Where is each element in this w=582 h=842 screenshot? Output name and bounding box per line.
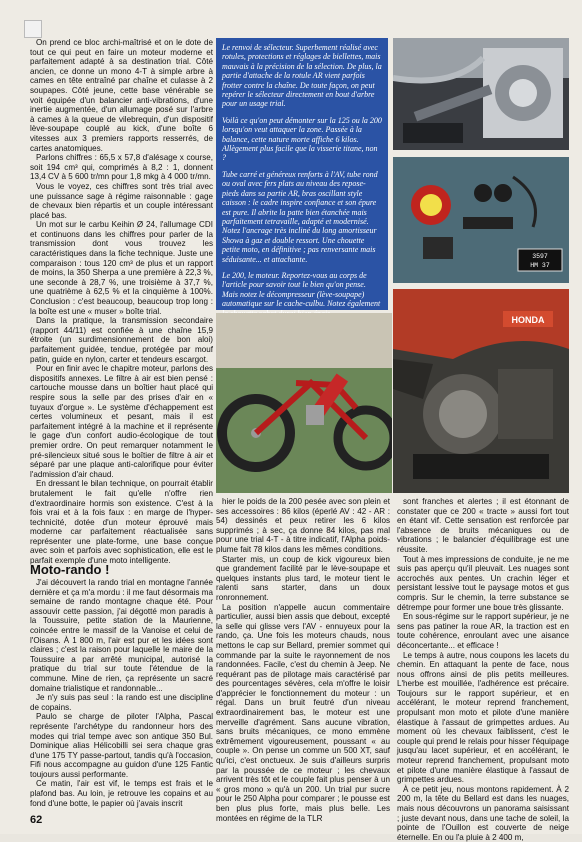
license-plate-text: 3597 (532, 253, 548, 260)
photo-removed-parts (393, 157, 569, 283)
article-column-3 (397, 497, 569, 842)
paragraph: Parlons chiffres : 65,5 x 57,8 d'alésage x course, soit 194 cm³ qui, comprimés à 8,2 : 1, donnent 13,4 CV à 5 600 tr/mn pour 1,8 mkg à 4 000 tr/mn. (30, 153, 213, 182)
paragraph: sont franches et alertes ; il est étonnant de constater que ce 200 « tracte » aussi fort tout en étant vif. Cette sensation est renforcée par l'absence de bruits mécaniques ou de vibrations ; le balancier d'équilibrage est une réussite. (397, 497, 569, 554)
paragraph: En dressant le bilan technique, on pourrait établir brutalement le fait qu'elle n'offre rien d'extraordinaire hormis son existence. C'est à la fois vrai et à la fois faux : en marge de l'hyper-technicité, dotée d'un moteur éprouvé mais moderne car parfaitement réactualisée sans représenter une plate-forme, une base conçue avec soin et parfois avec sophistication, elle est le parfait exemple d'une moto intelligente. (30, 479, 213, 566)
article-column-2 (216, 497, 390, 823)
photo-captions-box (216, 38, 388, 310)
paragraph: On prend ce bloc archi-maîtrisé et on le dote de tout ce qui peut en faire un moteur moderne et parfaitement adapté à sa destination trial. Côté ancien, ce donne un mono 4-T à simple arbre à cames en tête entraîné par chaîne et culasse à 2 soupapes. Côté jeune, cette base vénérable se voit équipée d'un balancier anti-vibrations, d'une inertie augmentée, d'un allumage posé sur l'arbre à cames à la queue de vilebrequin, d'un dispositif lève-soupape couplé au kick, d'une boîte 6 vitesses aux 3 premiers rapports resserrés, de cartes anatomiques. (30, 38, 213, 153)
section-heading: Moto-rando ! (30, 562, 110, 577)
paragraph: Tout à mes impressions de conduite, je ne me suis pas aperçu qu'il pleuvait. Les nuages sont accrochés aux pentes. Un crachin léger et persistant lessive tout le paysage motos et gus compris. Sur le chemin, la terre substance se détrempe pour former une boue très glissante. (397, 554, 569, 612)
paragraph: Un mot sur le carbu Keihin Ø 24, l'allumage CDI et continuons dans les chiffres pour parler de la transmission dont vous trouvez les caractéristiques dans la fiche technique. Juste une comparaison : tous 120 cm³ de plus et un rapport de moins, la 350 Sherpa a une première à 22,3 %, une seconde à 28,7 %, une troisième à 37,7 %, une quatrième à 62,5 % et la cinquième à 100%. Conclusion : c'est beaucoup, beaucoup trop long : la boîte est une « muser » boîte trial. (30, 220, 213, 316)
paragraph: En sous-régime sur le rapport supérieur, je ne sens pas patiner la roue AR, la traction est en toute cohérence, enroulant avec une aisance déconcertante... et efficace ! (397, 612, 569, 650)
paragraph: Vous le voyez, ces chiffres sont très trial avec une puissance sage à régime raisonnable : gage de chevaux bien répartis et un couple intéressant placé bas. (30, 181, 213, 220)
article-column-1 (30, 38, 213, 566)
paragraph: Paulo se charge de piloter l'Alpha, Pascal représente l'archétype du randonneur hors des modes qui trial tempe avec son antique 350 Bul. Dominique alias Hélicobilli sei sera chaque gras d'une 175 TY passe-partout, tandis qu'à l'occasion, Fifi nous accompagne au guidon d'une 125 Fantic toujours aussi performante. (30, 712, 213, 779)
license-plate-text: HM 37 (530, 262, 550, 269)
paragraph: La position n'appelle aucun commentaire particulier, aussi bien assis que debout, excepté la selle qui glisse vers l'AV - ennuyeux pour la rando, ça. Une fois les moteurs chauds, nous mettons le cap sur Bellard, premier sommet qui commande par la suite le rayonnement de nos randonnées. Facile, c'est du chemin à Jeep. Ne requérant pas de pilotage mais caractérisé par des pourcentages sévères, cela m'offre le loisir d'apprécier le fonctionnement du moteur : un régal. Dans un bruit feutré d'un niveau extraordinairement bas, le moteur est une merveille d'agrément. Sans aucune vibration, sans bruits mécaniques, ce mono emmène extrêmement vigoureusement, poussant « au couple ». On pense un comme un 500 XT, sauf qu'ici, c'est onctueux. Je suis d'ailleurs surpris par la poussée de ce moteur ; les chevaux arrivent très tôt et le couple fait plus penser à un « gros mono » qu'à un 200. Un trial pur sucre pour le 250 Alpha pour comparer ; le pousse est ben plus plus forte, mais plus belle. Les montées en régime de la TLR (216, 602, 390, 823)
caption: Voilà ce qu'on peut démonter sur la 125 ou la 200 lorsqu'on veut attaquer la zone. Passée à la balance, cette nature morte affiche 6 kilos. Allègement plus facile que la visserie titane, non ? (222, 115, 382, 163)
paragraph: Le temps à autre, nous coupons les lacets du chemin. En attaquant la pente de face, nous nous offrons ainsi de plis petits meilleures. L'herbe est mouillée, l'adhérence est précaire. Toujours sur le rapport supérieur, et en accélérant, le moteur reprend franchement, propulsant mon moto et pilote d'une manière élastique à l'assaut de grimpettes ardues. Au moment où les chevaux faiblissent, c'est le couple qui prend le relais pour hisser l'équipage jusqu'au lacet supérieur, et en accélérant, le moteur reprend franchement, propulsant moto et pilote d'une manière élastique à l'assaut de grimpettes ardues. (397, 650, 569, 785)
caption: Le 200, le moteur. Reportez-vous au corps de l'article pour savoir tout le bien qu'on pense. Mais notez le décompresseur (lève-soupape) automatique sur le cache-culbu. Notez également (222, 270, 381, 309)
paragraph: À ce petit jeu, nous montons rapidement. À 2 200 m, la tête du Bellard est dans les nuages, mais nous découvrons un panorama saisissant ; juste devant nous, dans une tache de soleil, la pointe de l'Ouillon est couverte de neige éternelle. En ou l'a pluie à 2 400 m, (397, 784, 569, 842)
paragraph: J'ai découvert la rando trial en montagne l'année dernière et ça m'a mordu : il me faut désormais ma semaine de rando montagne chaque été. Pour assouvir cette passion, j'ai dégotté mon paradis à la Toussuire, petite station de la Maurienne, coincée entre le massif de la Vanoise et celui de l'Oisans. À 1 800 m, l'air est pur et les idées sont claires ; c'est la raison pour laquelle le maire de la Toussuire a par arrêté municipal, autorisé la pratique du trial sur toute l'étendue de la commune. Mine de rien, ça représente un sacré domaine trialistique et randonnable... (30, 578, 213, 693)
brand-badge-text: HONDA (511, 315, 545, 325)
caption: Tube carré et généreux renforts à l'AV, tube rond ou oval avec fers plats au niveau des repose-pieds dans sa partie AR, bras oscillant style caisson : le cadre inspire confiance et son épure est pure. Il abrite la patte bien étanchée mais parfaitement tetravaille, adapté et modernisé. Notez l'ancrage très incliné du long amortisseur Showa à gaz et double ressort. Une chouette petite moto, en définitive ; pas renversante mais séduisante... et attachante. (222, 169, 378, 264)
paragraph: Pour en finir avec le chapitre moteur, parlons des dispositifs annexes. Le filtre à air est bien pensé : cartouche mousse dans un boîtier haut placé qui respire sous la selle par des prises d'air en « tuyaux d'orgue ». Le système d'échappement est certes volumineux et pesant, mais il est parfaitement intégré à la machine et il représente le gage d'un confort audio-écologique de tout premier ordre. On peut remarquer notamment le pré-silencieux situé sous le boîtier de filtre à air et séparé par une plaque anti-calorifique pour éviter l'admission d'air chaud. (30, 364, 213, 479)
paragraph: Je n'y suis pas seul : la rando est une discipline de copains. (30, 693, 213, 712)
photo-shifter-closeup (393, 38, 569, 150)
photo-engine-closeup (393, 289, 569, 493)
paragraph: Ce matin, l'air est vif, le temps est frais et le plafond bas. Au loin, je retrouve les copains et au fond d'une botte, le papier où j'avais inscrit (30, 779, 213, 808)
article-column-1-bottom (30, 562, 213, 808)
paragraph: Starter mis, un coup de kick vigoureux bien que grandement facilité par le lève-soupape et quelques instants plus tard, le moteur tient le ralenti sans starter, dans un doux ronronnement. (216, 554, 390, 602)
photo-frame-chassis (216, 313, 392, 493)
paragraph: hier le poids de la 200 pesée avec son plein et ses accessoires : 86 kilos (éperlé AV : 42 - AR : 54) dessinés et peux retirer les 6 kilos supprimés ; à sec, ça donne 84 kilos, pas mal pour une trial 4-T - à titre indicatif, l'Alpha poids-plume fait 78 kilos dans les mêmes conditions. (216, 497, 390, 554)
page-number: 62 (30, 814, 43, 826)
caption: Le renvoi de sélecteur. Superbement réalisé avec rotules, protections et réglages de biellettes, mais mauvais à la précision de la sélection. De plus, la partie d'attache de la rotule AR vient parfois frotter contre la chaîne. De toute façon, on peut repérer le sélecteur directement en bout d'arbre pour un usage trial. (222, 43, 382, 109)
paragraph: Dans la pratique, la transmission secondaire (rapport 44/11) est confiée à une chaîne 15,9 étroite (un surdimensionnement de bon aloi) parfaitement guidée, tendue, protégée par mouf patin, guide en nylon, carter et tendeurs escargot. (30, 316, 213, 364)
drop-marker (24, 20, 42, 38)
